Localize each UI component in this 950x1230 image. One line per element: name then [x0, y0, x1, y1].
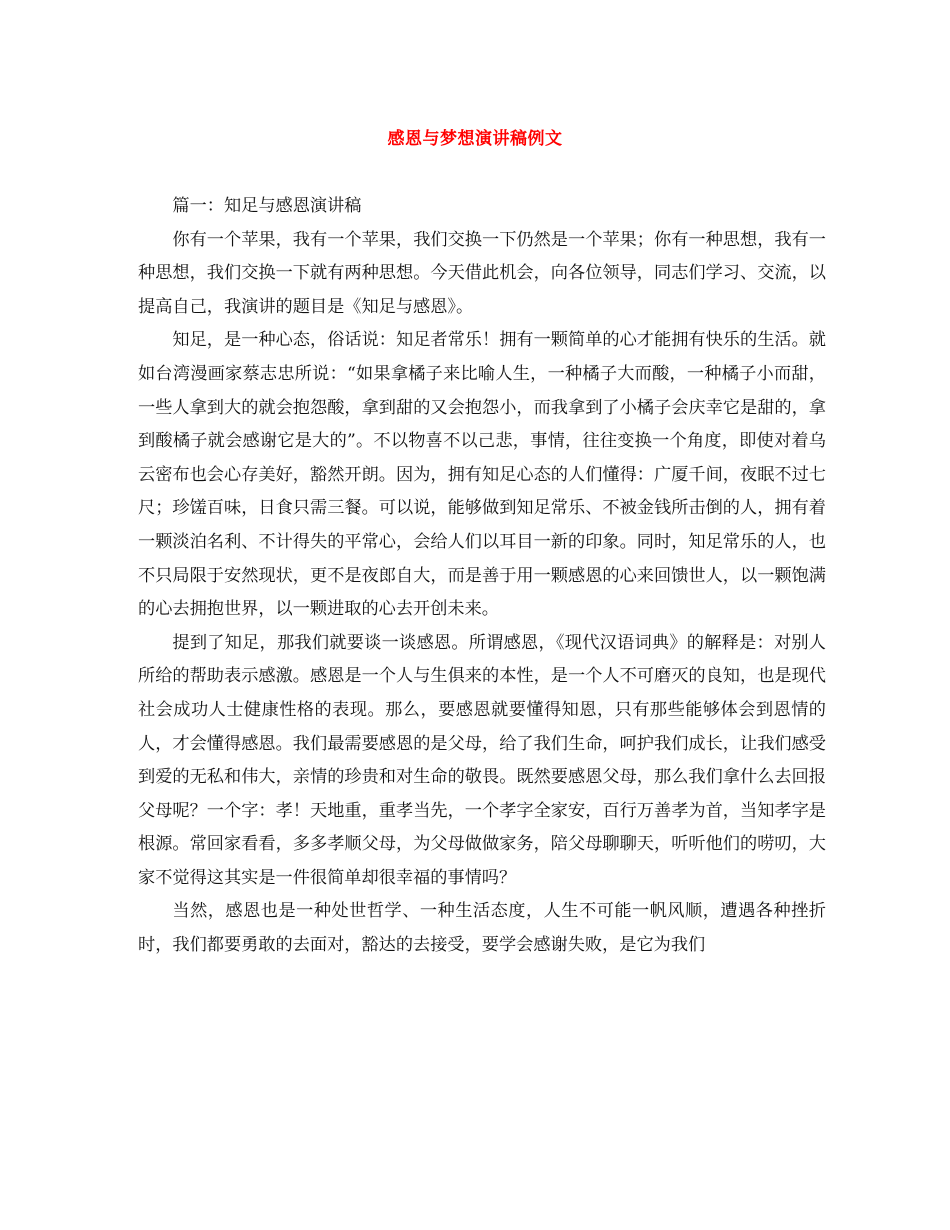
paragraph: 知足，是一种心态，俗话说：知足者常乐！拥有一颗简单的心才能拥有快乐的生活。就如台湾漫画家蔡志忠所说：“如果拿橘子来比喻人生，一种橘子大而酸，一种橘子小而甜，一些人拿到大的就会抱怨酸，拿到甜的又会抱怨小，而我拿到了小橘子会庆幸它是甜的，拿到酸橘子就会感谢它是大的”。不以物喜不以己悲，事情，往往变换一个角度，即使对着乌云密布也会心存美好，豁然开朗。因为，拥有知足心态的人们懂得：广厦千间，夜眠不过七尺；珍馐百味，日食只需三餐。可以说，能够做到知足常乐、不被金钱所击倒的人，拥有着一颗淡泊名利、不计得失的平常心，会给人们以耳目一新的印象。同时，知足常乐的人，也不只局限于安然现状，更不是夜郎自大，而是善于用一颗感恩的心来回馈世人，以一颗饱满的心去拥抱世界，以一颗进取的心去开创未来。	[138, 330, 826, 620]
document-title: 感恩与梦想演讲稿例文	[387, 129, 563, 149]
paragraph: 当然，感恩也是一种处世哲学、一种生活态度，人生不可能一帆风顺，遭遇各种挫折时，我们都要勇敢的去面对，豁达的去接受，要学会感谢失败，是它为我们	[138, 901, 826, 956]
section-heading: 篇一：知足与感恩演讲稿	[172, 196, 362, 216]
paragraph: 提到了知足，那我们就要谈一谈感恩。所谓感恩，《现代汉语词典》的解释是：对别人所给的帮助表示感激。感恩是一个人与生俱来的本性，是一个人不可磨灭的良知，也是现代社会成功人士健康性格的表现。那么，要感恩就要懂得知恩，只有那些能够体会到恩情的人，才会懂得感恩。我们最需要感恩的是父母，给了我们生命，呵护我们成长，让我们感受到爱的无私和伟大，亲情的珍贵和对生命的敬畏。既然要感恩父母，那么我们拿什么去回报父母呢？一个字：孝！天地重，重孝当先，一个孝字全家安，百行万善孝为首，当知孝字是根源。常回家看看，多多孝顺父母，为父母做做家务，陪父母聊聊天，听听他们的唠叨，大家不觉得这其实是一件很简单却很幸福的事情吗？	[138, 632, 826, 888]
document-body	[138, 190, 826, 963]
paragraph: 你有一个苹果，我有一个苹果，我们交换一下仍然是一个苹果；你有一种思想，我有一种思想，我们交换一下就有两种思想。今天借此机会，向各位领导，同志们学习、交流，以提高自己，我演讲的题目是《知足与感恩》。	[138, 229, 826, 317]
